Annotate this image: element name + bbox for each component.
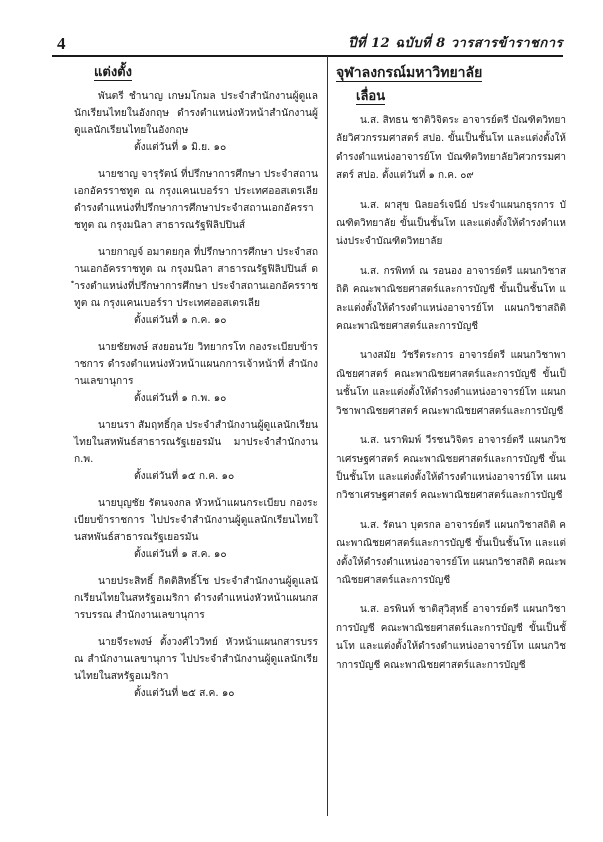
entry-paragraph — [74, 166, 318, 234]
issue-title: ปีที่ 12 ฉบับที่ 8 วารสารข้าราชการ — [348, 36, 563, 51]
entry-paragraph — [74, 88, 318, 156]
section-title-appointments: แต่งตั้ง — [94, 65, 132, 80]
entry-date: ตั้งแต่วันที่ ๑ ก.ค. ๑๐ — [134, 315, 227, 326]
column-divider — [327, 56, 328, 816]
entry-paragraph — [74, 417, 318, 485]
entry-text: น.ส. ผาสุข นิลยอร์เจนีย์ ประจำแผนกธุรการ บัณฑิตวิทยาลัย ขั้นเป็นชั้นโท และแต่งตั้งให้ดำรงตำแหน่งประจำบัณฑิตวิทยาลัย — [336, 199, 566, 248]
entry-paragraph — [74, 495, 318, 563]
entry-paragraph — [336, 112, 566, 186]
entry-paragraph — [74, 573, 318, 624]
entry-paragraph — [336, 263, 566, 337]
entry-paragraph — [74, 339, 318, 407]
entry-paragraph — [336, 347, 566, 421]
entry-text: น.ส. รัตนา บุตรกล อาจารย์ตรี แผนกวิชาสถิติ คณะพาณิชยศาสตร์และการบัญชี ขั้นเป็นชั้นโท และแต่งตั้งให้ดำรงตำแหน่งอาจารย์โท แผนกวิชาสถิติ คณะพาณิชยศาสตร์และการบัญชี — [336, 519, 566, 586]
entry-paragraph — [336, 432, 566, 506]
left-column — [74, 64, 318, 712]
header-rule — [52, 55, 563, 57]
entry-date: ตั้งแต่วันที่ ๒๕ ส.ค. ๑๐ — [134, 688, 235, 699]
entry-text: นางสมัย วัชรีตระการ อาจารย์ตรี แผนกวิชาพาณิชยศาสตร์ คณะพาณิชยศาสตร์และการบัญชี ขั้นเป็นชั้นโท และแต่งตั้งให้ดำรงตำแหน่งอาจารย์โท แผนกวิชาพาณิชยศาสตร์ คณะพาณิชยศาสตร์และการบัญชี — [336, 350, 566, 417]
entry-text: น.ส. นราพิมพ์ วีรชนวิจิตร อาจารย์ตรี แผนกวิชาเศรษฐศาสตร์ คณะพาณิชยศาสตร์และการบัญชี ขั้นเป็นชั้นโท และแต่งตั้งให้ดำรงตำแหน่งอาจารย์โท แผนกวิชาเศรษฐศาสตร์ คณะพาณิชยศาสตร์และการบัญชี — [336, 435, 566, 502]
entry-date: ตั้งแต่วันที่ ๑ ก.พ. ๑๐ — [134, 393, 227, 404]
right-column — [336, 64, 566, 686]
entry-text: น.ส. กรพิทท์ ณ รอนอง อาจารย์ตรี แผนกวิชาสถิติ คณะพาณิชยศาสตร์และการบัญชี ขั้นเป็นชั้นโท และแต่งตั้งให้ดำรงตำแหน่งอาจารย์โท แผนกวิชาสถิติ คณะพาณิชยศาสตร์และการบัญชี — [336, 265, 566, 333]
entry-text: นายประสิทธิ์ กิตติสิทธิ์โช ประจำสำนักงานผู้ดูแลนักเรียนไทยในสหรัฐอเมริกา ดำรงตำแหน่งหัวหน้าแผนกสารบรรณ สำนักงานเลขานุการ — [74, 576, 318, 621]
entry-date: ตั้งแต่วันที่ ๑๕ ก.ค. ๑๐ — [134, 471, 235, 482]
entry-paragraph — [74, 634, 318, 702]
entry-paragraph — [336, 197, 566, 252]
entry-text: นายบุญชัย รัตนจงกล หัวหน้าแผนกระเบียบ กองระเบียบข้าราชการ ไปประจำสำนักงานผู้ดูแลนักเรียนไทยในสหพันธ์สาธารณรัฐเยอรมัน — [74, 498, 318, 543]
entry-text: น.ส. สิทธน ชาติวิจิตระ อาจารย์ตรี บัณฑิตวิทยาลัยวิศวกรรมศาสตร์ สปอ. ขั้นเป็นชั้นโท และแต่งตั้งให้ดำรงตำแหน่งอาจารย์โท บัณฑิตวิทยาลัยวิศวกรรมศาสตร์ สปอ. ตั้งแต่วันที่ ๑ ก.ค. ๐๙ — [336, 115, 566, 182]
page-number: 4 — [57, 34, 66, 53]
entry-text: นายชัยพงษ์ สงยอนวัย วิทยากรโท กองระเบียบข้าราชการ ดำรงตำแหน่งหัวหน้าแผนกการเจ้าหน้าที่ สำนักงานเลขานุการ — [74, 342, 318, 387]
entry-date: ตั้งแต่วันที่ ๑ มิ.ย. ๑๐ — [134, 142, 227, 153]
entry-text: นายจีระพงษ์ ตั้งวงศ์ไววิทย์ หัวหน้าแผนกสารบรรณ สำนักงานเลขานุการ ไปประจำสำนักงานผู้ดูแลนักเรียนไทยในสหรัฐอเมริกา — [74, 637, 318, 682]
entry-text: พันตรี ชำนาญ เกษมโกมล ประจำสำนักงานผู้ดูแลนักเรียนไทยในอังกฤษ ดำรงตำแหน่งหัวหน้าสำนักงานผู้ดูแลนักเรียนไทยในอังกฤษ — [74, 91, 318, 136]
entry-paragraph — [74, 244, 318, 329]
entry-date: ตั้งแต่วันที่ ๑ ส.ค. ๑๐ — [134, 549, 227, 560]
subsection-title-promotions: เลื่อน — [356, 89, 386, 104]
entry-text: นายกาญจ์ อมาตยกุล ที่ปรึกษาการศึกษา ประจำสถานเอกอัครราชทูต ณ กรุงมนิลา สาธารณรัฐฟิลิปปินส์ ดำรงตำแหน่งที่ปรึกษาการศึกษา ประจำสถานเอกอัครราชทูต ณ กรุงแคนเบอร์รา ประเทศออสเตรเลีย — [74, 247, 318, 309]
entry-text: น.ส. อรพินท์ ชาติสุวิสุทธิ์ อาจารย์ตรี แผนกวิชาการบัญชี คณะพาณิชยศาสตร์และการบัญชี ขั้นเป็นชั้นโท และแต่งตั้งให้ดำรงตำแหน่งอาจารย์โท แผนกวิชาการบัญชี คณะพาณิชยศาสตร์และการบัญชี — [336, 604, 566, 671]
entry-paragraph — [336, 601, 566, 675]
section-title-university: จุฬาลงกรณ์มหาวิทยาลัย — [336, 65, 483, 81]
entry-paragraph — [336, 517, 566, 591]
entry-text: นายชาญ จารุรัตน์ ที่ปรึกษาการศึกษา ประจำสถานเอกอัครราชทูต ณ กรุงแคนเบอร์รา ประเทศออสเตรเลีย ดำรงตำแหน่งที่ปรึกษาการศึกษาประจำสถานเอกอัครราชทูต ณ กรุงมนิลา สาธารณรัฐฟิลิปปินส์ — [74, 169, 318, 231]
entry-text: นายนรา สัมฤทธิ์กุล ประจำสำนักงานผู้ดูแลนักเรียนไทยในสหพันธ์สาธารณรัฐเยอรมัน มาประจำสำนักงาน ก.พ. — [74, 420, 318, 465]
